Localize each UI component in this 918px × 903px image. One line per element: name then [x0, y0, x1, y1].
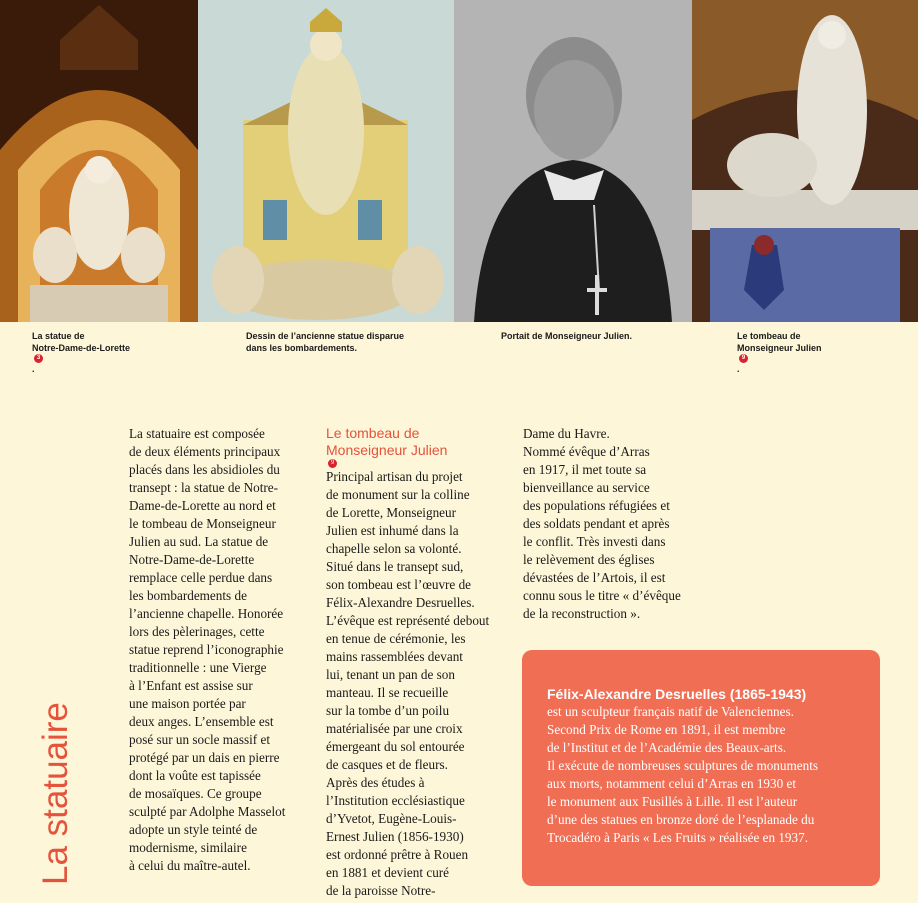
- caption-line-text: Notre-Dame-de-Lorette: [32, 343, 131, 353]
- text-line: en tenue de cérémonie, les: [326, 631, 466, 646]
- caption-line: La statue de: [32, 331, 85, 341]
- text-line: Situé dans le transept sud,: [326, 559, 464, 574]
- caption-line: Portait de Monseigneur Julien.: [501, 331, 633, 341]
- text-line: sculpté par Adolphe Masselot: [129, 804, 286, 819]
- tomb-heading-line: Le tombeau de: [326, 425, 420, 441]
- text-line: aux morts, notamment celui d’Arras en 1930 et: [547, 776, 797, 791]
- text-line: Principal artisan du projet: [326, 469, 463, 484]
- text-line: à celui du maître-autel.: [129, 858, 251, 873]
- text-line: posé sur un socle massif et: [129, 732, 271, 747]
- text-line: de la paroisse Notre-: [326, 883, 436, 898]
- sculptor-bio-text: [547, 703, 880, 847]
- text-line: sur la tombe d’un poilu: [326, 703, 450, 718]
- tomb-heading-line: [326, 442, 511, 468]
- text-line: de la reconstruction ».: [523, 606, 641, 621]
- text-line: statue reprend l’iconographie: [129, 642, 284, 657]
- caption-line-text: Monseigneur Julien: [737, 343, 822, 353]
- text-line: adopte un style teinté de: [129, 822, 258, 837]
- text-line: matérialisée par une croix: [326, 721, 463, 736]
- text-line: l’ancienne chapelle. Honorée: [129, 606, 284, 621]
- section-title: La statuaire: [36, 702, 75, 885]
- text-line: le tombeau de Monseigneur: [129, 516, 276, 531]
- tomb-body: [326, 468, 511, 900]
- text-line: de mosaïques. Ce groupe: [129, 786, 262, 801]
- caption-line: Notre-Dame-de-Lorette 3 .: [32, 343, 131, 374]
- text-line: deux anges. L’ensemble est: [129, 714, 274, 729]
- text-line: L’évêque est représenté debout: [326, 613, 490, 628]
- tomb-text-column: [326, 425, 511, 900]
- text-line: Julien est inhumé dans la: [326, 523, 459, 538]
- notre-dame-statue-photo: [0, 0, 198, 322]
- text-line: les bombardements de: [129, 588, 247, 603]
- sculptor-bio-box: [522, 650, 880, 886]
- text-line: le monument aux Fusillés à Lille. Il est l’auteur: [547, 794, 798, 809]
- statuary-text-column: [129, 425, 309, 875]
- text-line: Après des études à: [326, 775, 425, 790]
- text-line: Second Prix de Rome en 1891, il est membre: [547, 722, 786, 737]
- caption-old-statue: [246, 330, 404, 354]
- old-statue-drawing: [198, 0, 454, 322]
- text-line: modernisme, similaire: [129, 840, 247, 855]
- text-line: est ordonné prêtre à Rouen: [326, 847, 469, 862]
- caption-notre-dame-statue: [32, 330, 130, 375]
- text-line: des populations réfugiées et: [523, 498, 670, 513]
- photo-strip: [0, 0, 918, 322]
- bishop-text-column: [523, 425, 703, 623]
- text-line: placés dans les absidioles du: [129, 462, 280, 477]
- julien-tomb-photo: [692, 0, 918, 322]
- caption-tomb: [737, 330, 822, 375]
- caption-line: Le tombeau de: [737, 331, 801, 341]
- text-line: Ernest Julien (1856-1930): [326, 829, 464, 844]
- sculptor-name: Félix-Alexandre Desruelles (1865-1943): [547, 686, 807, 702]
- location-marker-icon: 9: [739, 354, 748, 363]
- tomb-heading: [326, 425, 511, 468]
- text-line: est un sculpteur français natif de Valenciennes.: [547, 704, 794, 719]
- text-line: de monument sur la colline: [326, 487, 470, 502]
- text-line: de l’Institut et de l’Académie des Beaux-arts.: [547, 740, 787, 755]
- text-line: Julien au sud. La statue de: [129, 534, 269, 549]
- caption-line: Monseigneur Julien 9 .: [737, 343, 822, 374]
- text-line: bienveillance au service: [523, 480, 650, 495]
- text-line: le relèvement des églises: [523, 552, 655, 567]
- text-line: La statuaire est composée: [129, 426, 265, 441]
- text-line: de casques et de fleurs.: [326, 757, 448, 772]
- text-line: remplace celle perdue dans: [129, 570, 273, 585]
- text-line: Félix-Alexandre Desruelles.: [326, 595, 475, 610]
- text-line: Il exécute de nombreuses sculptures de monuments: [547, 758, 819, 773]
- caption-line: Dessin de l’ancienne statue disparue: [246, 331, 405, 341]
- text-line: son tombeau est l’œuvre de: [326, 577, 472, 592]
- caption-line: dans les bombardements.: [246, 343, 358, 353]
- text-line: Dame-de-Lorette au nord et: [129, 498, 276, 513]
- text-line: Nommé évêque d’Arras: [523, 444, 650, 459]
- text-line: de deux éléments principaux: [129, 444, 281, 459]
- text-line: connu sous le titre « d’évêque: [523, 588, 681, 603]
- text-line: en 1881 et devient curé: [326, 865, 450, 880]
- text-line: une maison portée par: [129, 696, 246, 711]
- text-line: des soldats pendant et après: [523, 516, 670, 531]
- text-line: transept : la statue de Notre-: [129, 480, 279, 495]
- text-line: chapelle selon sa volonté.: [326, 541, 462, 556]
- text-line: lui, tenant un pan de son: [326, 667, 455, 682]
- text-line: d’Yvetot, Eugène-Louis-: [326, 811, 457, 826]
- text-line: le conflit. Très investi dans: [523, 534, 666, 549]
- julien-portrait-photo: [454, 0, 692, 322]
- text-line: Dame du Havre.: [523, 426, 610, 441]
- text-line: manteau. Il se recueille: [326, 685, 449, 700]
- location-marker-icon: 9: [328, 459, 337, 468]
- text-line: Notre-Dame-de-Lorette: [129, 552, 255, 567]
- text-line: à l’Enfant est assise sur: [129, 678, 253, 693]
- text-line: de Lorette, Monseigneur: [326, 505, 457, 520]
- tomb-heading-text: Monseigneur Julien: [326, 442, 448, 458]
- text-line: lors des pèlerinages, cette: [129, 624, 265, 639]
- location-marker-icon: 3: [34, 354, 43, 363]
- text-line: d’une des statues en bronze doré de l’esplanade du: [547, 812, 815, 827]
- text-line: dévastées de l’Artois, il est: [523, 570, 666, 585]
- text-line: en 1917, il met toute sa: [523, 462, 647, 477]
- caption-portrait: [501, 330, 632, 342]
- text-line: émergeant du sol entourée: [326, 739, 465, 754]
- text-line: l’Institution ecclésiastique: [326, 793, 465, 808]
- text-line: protégé par un dais en pierre: [129, 750, 280, 765]
- text-line: dont la voûte est tapissée: [129, 768, 261, 783]
- text-line: mains rassemblées devant: [326, 649, 463, 664]
- text-line: traditionnelle : une Vierge: [129, 660, 267, 675]
- text-line: Trocadéro à Paris « Les Fruits » réalisée en 1937.: [547, 830, 809, 845]
